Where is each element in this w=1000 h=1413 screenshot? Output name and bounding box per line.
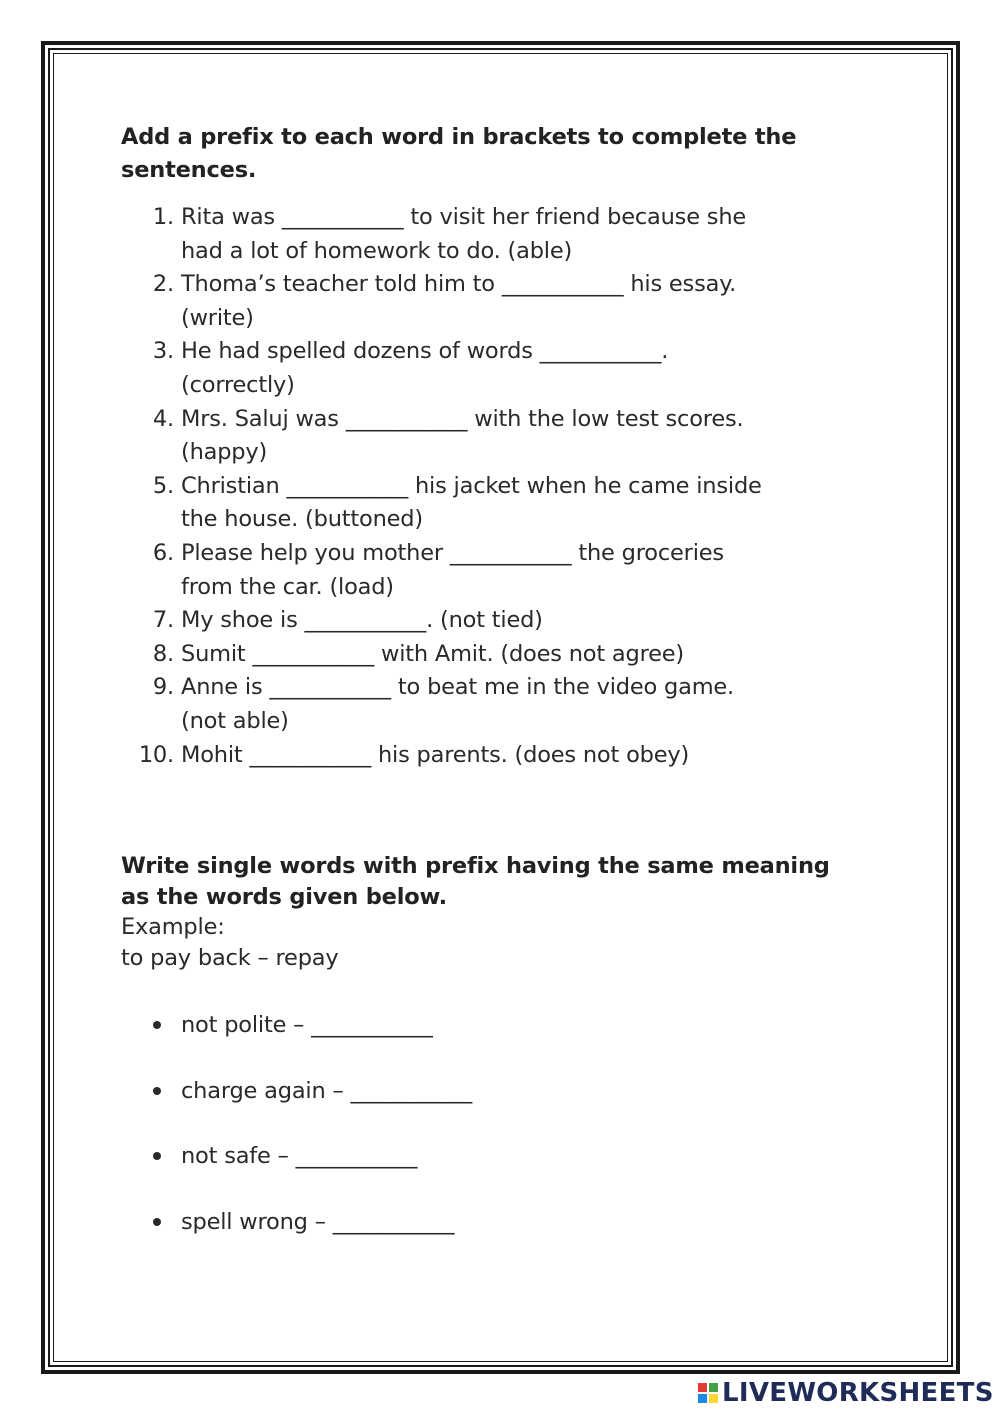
question-line: Thoma’s teacher told him to ___________ his essay.	[181, 271, 737, 298]
list-item-text: not polite – ___________	[181, 1012, 433, 1038]
list-item	[121, 1009, 472, 1075]
question-line: (not able)	[181, 707, 289, 734]
question-line: Sumit ___________ with Amit. (does not agree)	[181, 640, 684, 667]
logo-square	[698, 1394, 707, 1403]
logo-square	[709, 1394, 718, 1403]
question-number: 6.	[152, 539, 174, 566]
question-line: from the car. (load)	[181, 573, 394, 600]
question-number: 8.	[152, 640, 174, 667]
question-item	[121, 638, 881, 672]
example-label: Example:	[121, 914, 225, 940]
prefix-word-list	[121, 1009, 472, 1271]
question-line: Anne is ___________ to beat me in the video game.	[181, 674, 735, 701]
question-line: had a lot of homework to do. (able)	[181, 237, 573, 264]
question-item	[121, 537, 881, 604]
bullet-icon	[153, 1218, 161, 1226]
bullet-icon	[153, 1021, 161, 1029]
list-item	[121, 1140, 472, 1206]
question-line: My shoe is ___________. (not tied)	[181, 607, 543, 634]
question-number: 9.	[152, 674, 174, 701]
question-line: (write)	[181, 304, 254, 331]
question-item	[121, 671, 881, 738]
question-item	[121, 201, 881, 268]
example-text: to pay back – repay	[121, 945, 339, 971]
bullet-icon	[153, 1152, 161, 1160]
section2-heading: Write single words with prefix having the same meaning as the words given below.	[121, 853, 830, 910]
question-item	[121, 335, 881, 402]
question-number: 2.	[152, 271, 174, 298]
question-line: (happy)	[181, 439, 268, 466]
question-number: 1.	[152, 204, 174, 230]
liveworksheets-logo	[698, 1378, 994, 1408]
list-item-text: spell wrong – ___________	[181, 1208, 455, 1235]
list-item	[121, 1075, 472, 1141]
question-item	[121, 739, 881, 773]
question-number: 4.	[152, 405, 174, 432]
bullet-icon	[153, 1087, 161, 1095]
brand-name: LIVEWORKSHEETS	[722, 1378, 994, 1408]
question-line: Mrs. Saluj was ___________ with the low test scores.	[181, 405, 744, 432]
question-number: 7.	[152, 607, 174, 634]
question-number: 5.	[152, 472, 174, 499]
question-item	[121, 470, 881, 537]
question-line: Please help you mother ___________ the groceries	[181, 539, 724, 566]
question-number: 10.	[138, 741, 174, 768]
question-line: Rita was ___________ to visit her friend because she	[181, 204, 747, 230]
liveworksheets-logo-icon	[698, 1383, 718, 1403]
question-line: He had spelled dozens of words ___________.	[181, 338, 669, 365]
question-item	[121, 268, 881, 335]
logo-square	[698, 1383, 707, 1392]
question-item	[121, 604, 881, 638]
question-item	[121, 403, 881, 470]
question-number: 3.	[152, 338, 174, 365]
question-line: the house. (buttoned)	[181, 506, 423, 533]
prefix-question-list	[121, 201, 881, 772]
question-line: Christian ___________ his jacket when he came inside	[181, 472, 762, 499]
list-item	[121, 1206, 472, 1272]
question-line: (correctly)	[181, 371, 295, 398]
logo-square	[709, 1383, 718, 1392]
question-line: Mohit ___________ his parents. (does not obey)	[181, 741, 690, 768]
list-item-text: charge again – ___________	[181, 1077, 473, 1104]
section1-heading: Add a prefix to each word in brackets to complete the sentences.	[121, 124, 797, 183]
list-item-text: not safe – ___________	[181, 1143, 418, 1169]
